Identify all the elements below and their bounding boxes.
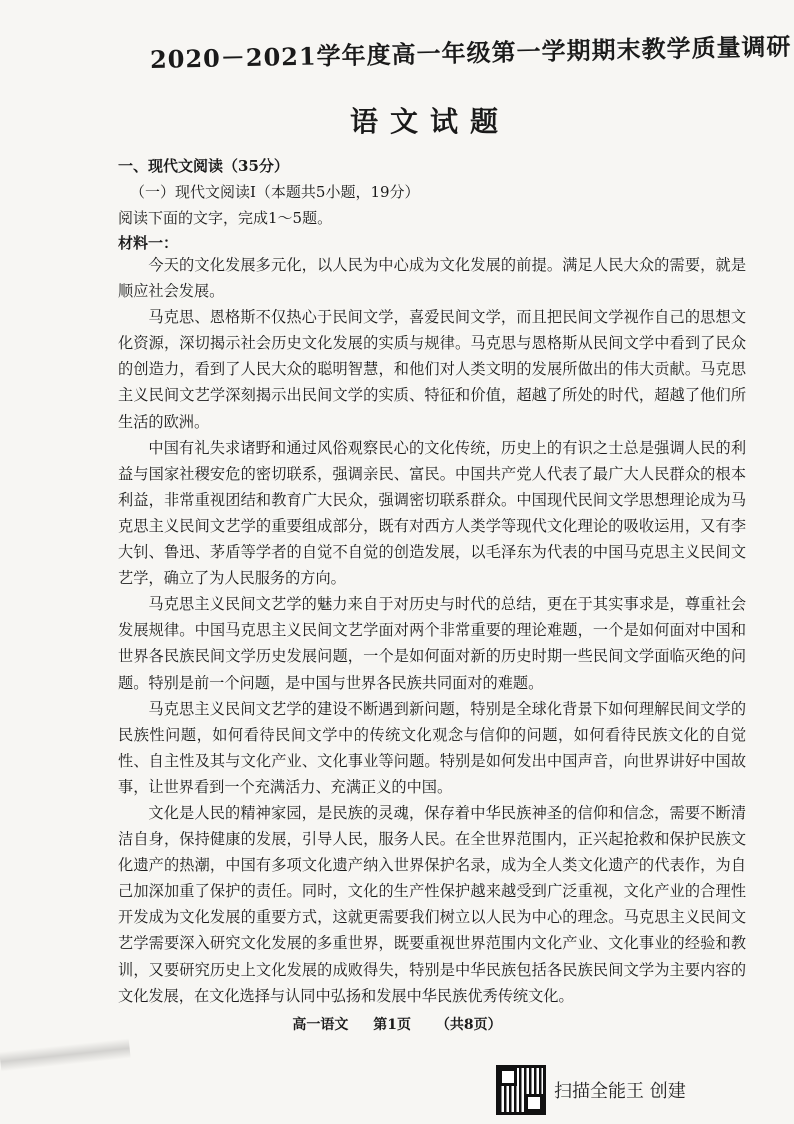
passage-body [118, 252, 746, 1009]
material-label: 材料一： [118, 234, 179, 252]
footer-page-number: 第1页 [373, 1017, 411, 1033]
passage-paragraph-3: 中国有礼失求诸野和通过风俗观察民心的文化传统，历史上的有识之士总是强调人民的利益与国家社稷安危的密切联系，强调亲民、富民。中国共产党人代表了最广大人民群众的根本利益，非常重视团结和教育广大民众，强调密切联系群众。中国现代民间文学思想理论成为马克思主义民间文艺学的重要组成部分，既有对西方人类学等现代文化理论的吸收运用，又有李大钊、鲁迅、茅盾等学者的自觉不自觉的创造发展，以毛泽东为代表的中国马克思主义民间文艺学，确立了为人民服务的方向。 [118, 438, 746, 588]
reading-instruction: 阅读下面的文字，完成1～5题。 [118, 209, 333, 227]
scan-edge-shadow [0, 1038, 131, 1071]
passage-paragraph-1: 今天的文化发展多元化，以人民为中心成为文化发展的前提。满足人民大众的需要，就是顺应社会发展。 [118, 256, 746, 301]
footer-total-pages: （共8页） [435, 1017, 502, 1033]
subject-title: 语文试题 [350, 105, 511, 138]
qr-code-icon [496, 1065, 546, 1115]
passage-paragraph-5: 马克思主义民间文艺学的建设不断遇到新问题，特别是全球化背景下如何理解民间文学的民族性问题，如何看待民间文学中的传统文化观念与信仰的问题，如何看待民族文化的自觉性、自主性及其与文化产业、文化事业等问题。特别是如何发出中国声音，向世界讲好中国故事，让世界看到一个充满活力、充满正义的中国。 [118, 699, 746, 796]
exam-title: 2020－2021学年度高一年级第一学期期末教学质量调研 [149, 31, 792, 74]
passage-paragraph-4: 马克思主义民间文艺学的魅力来自于对历史与时代的总结，更在于其实事求是，尊重社会发展规律。中国马克思主义民间文艺学面对两个非常重要的理论难题，一个是如何面对中国和世界各民族民间文学历史发展问题，一个是如何面对新的历史时期一些民间文学面临灭绝的问题。特别是前一个问题，是中国与世界各民族共同面对的难题。 [118, 595, 746, 692]
section-heading: 一、现代文阅读（35分） [118, 157, 289, 175]
page-footer [0, 1014, 794, 1034]
watermark-text: 扫描全能王 创建 [554, 1081, 686, 1102]
footer-subject: 高一语文 [292, 1017, 349, 1033]
passage-paragraph-2: 马克思、恩格斯不仅热心于民间文学，喜爱民间文学，而且把民间文学视作自己的思想文化资源，深切揭示社会历史文化发展的实质与规律。马克思与恩格斯从民间文学中看到了民众的创造力，看到了人民大众的聪明智慧，和他们对人类文明的发展所做出的伟大贡献。马克思主义民间文艺学深刻揭示出民间文学的实质、特征和价值，超越了所处的时代，超越了他们所生活的欧洲。 [118, 308, 746, 431]
scanner-watermark [496, 1062, 686, 1118]
sub-section-heading: （一）现代文阅读Ⅰ（本题共5小题，19分） [130, 183, 420, 201]
passage-paragraph-6: 文化是人民的精神家园，是民族的灵魂，保存着中华民族神圣的信仰和信念，需要不断清洁自身，保持健康的发展，引导人民，服务人民。在全世界范围内，正兴起抢救和保护民族文化遗产的热潮，中国有多项文化遗产纳入世界保护名录，成为全人类文化遗产的代表作，为自己加深加重了保护的责任。同时，文化的生产性保护越来越受到广泛重视，文化产业的合理性开发成为文化发展的重要方式，这就更需要我们树立以人民为中心的理念。马克思主义民间文艺学需要深入研究文化发展的多重世界，既要重视世界范围内文化产业、文化事业的经验和教训，又要研究历史上文化发展的成败得失，特别是中华民族包括各民族民间文学为主要内容的文化发展，在文化选择与认同中弘扬和发展中华民族优秀传统文化。 [118, 803, 746, 1005]
